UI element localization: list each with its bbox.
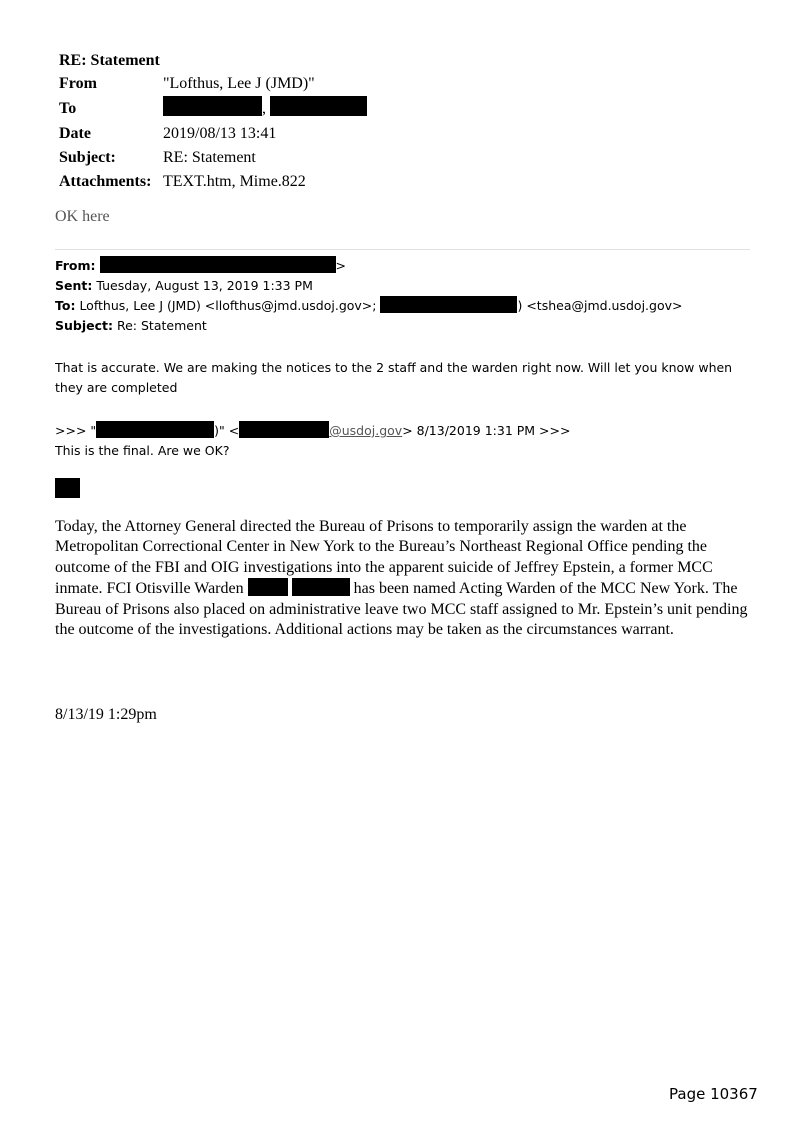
statement-part-2: has been named Acting Warden of the MCC New York. The Bureau of Prisons also placed on administrative leave two MCC staff assigned to Mr. Epstein’s unit pending the outcome of the investigations. Additional actions may be taken as the circumstances warrant. [55, 580, 748, 639]
reply-text: OK here [55, 208, 110, 225]
to-value [163, 96, 367, 121]
forwarded-sent-line [55, 276, 313, 296]
header-fields [59, 72, 367, 195]
quoted-suffix: > 8/13/2019 1:31 PM >>> [402, 423, 571, 438]
redaction-box [270, 96, 367, 116]
header-row-attachments [59, 170, 367, 194]
date-label: Date [59, 124, 91, 142]
from-value: "Lofthus, Lee J (JMD)" [163, 75, 315, 93]
redaction-box [239, 421, 329, 438]
email-header [59, 49, 367, 195]
redaction-box [292, 578, 350, 596]
statement-body [55, 517, 760, 640]
forwarded-to-label: To: [55, 298, 76, 313]
header-row-to [59, 96, 367, 121]
email-link[interactable]: @usdoj.gov [329, 423, 403, 438]
forwarded-from-line [55, 256, 346, 276]
header-row-date [59, 121, 367, 145]
from-label: From [59, 75, 97, 93]
email-title: RE: Statement [59, 52, 160, 69]
redaction-box [55, 478, 80, 498]
forwarded-subject-label: Subject: [55, 318, 113, 333]
forwarded-to-value-a: Lofthus, Lee J (JMD) <llofthus@jmd.usdoj.gov>; [79, 298, 377, 313]
redaction-box [96, 421, 214, 438]
forwarded-from-suffix: > [335, 258, 346, 273]
forwarded-subject-value: Re: Statement [116, 318, 207, 333]
redaction-box [248, 578, 288, 596]
header-row-from [59, 72, 367, 96]
divider [55, 249, 750, 250]
to-separator: , [262, 100, 266, 118]
forwarded-to-line [55, 296, 682, 316]
forwarded-subject-line [55, 316, 207, 336]
quoted-line-2: This is the final. Are we OK? [55, 443, 230, 458]
header-row-subject [59, 146, 367, 170]
quoted-line-1 [55, 421, 570, 441]
forwarded-sent-value: Tuesday, August 13, 2019 1:33 PM [96, 278, 313, 293]
redaction-box [380, 296, 517, 313]
statement-part-1: Today, the Attorney General directed the Bureau of Prisons to temporarily assign the warden at the Metropolitan Correctional Center in New York to the Bureau’s Northeast Regional Office pending the outcome of the FBI and OIG investigations into the apparent suicide of Jeffrey Epstein, a former MCC inmate. FCI Otisville Warden [55, 518, 713, 598]
to-label: To [59, 99, 77, 117]
subject-value: RE: Statement [163, 148, 256, 166]
forwarded-sent-label: Sent: [55, 278, 93, 293]
quoted-mid: )" < [214, 423, 240, 438]
quoted-header [55, 421, 570, 461]
attachments-value: TEXT.htm, Mime.822 [163, 173, 306, 191]
date-value: 2019/08/13 13:41 [163, 124, 277, 142]
attachments-label: Attachments: [59, 173, 152, 191]
quoted-prefix: >>> " [55, 423, 97, 438]
statement-timestamp: 8/13/19 1:29pm [55, 706, 157, 723]
forwarded-body: That is accurate. We are making the notices to the 2 staff and the warden right now. Will let you know when they are completed [55, 360, 733, 395]
page-number: Page 10367 [669, 1085, 758, 1103]
forwarded-to-value-b: ) <tshea@jmd.usdoj.gov> [517, 298, 683, 313]
redaction-box [100, 256, 336, 273]
redaction-box [163, 96, 262, 116]
subject-label: Subject: [59, 148, 116, 166]
forwarded-from-label: From: [55, 258, 96, 273]
